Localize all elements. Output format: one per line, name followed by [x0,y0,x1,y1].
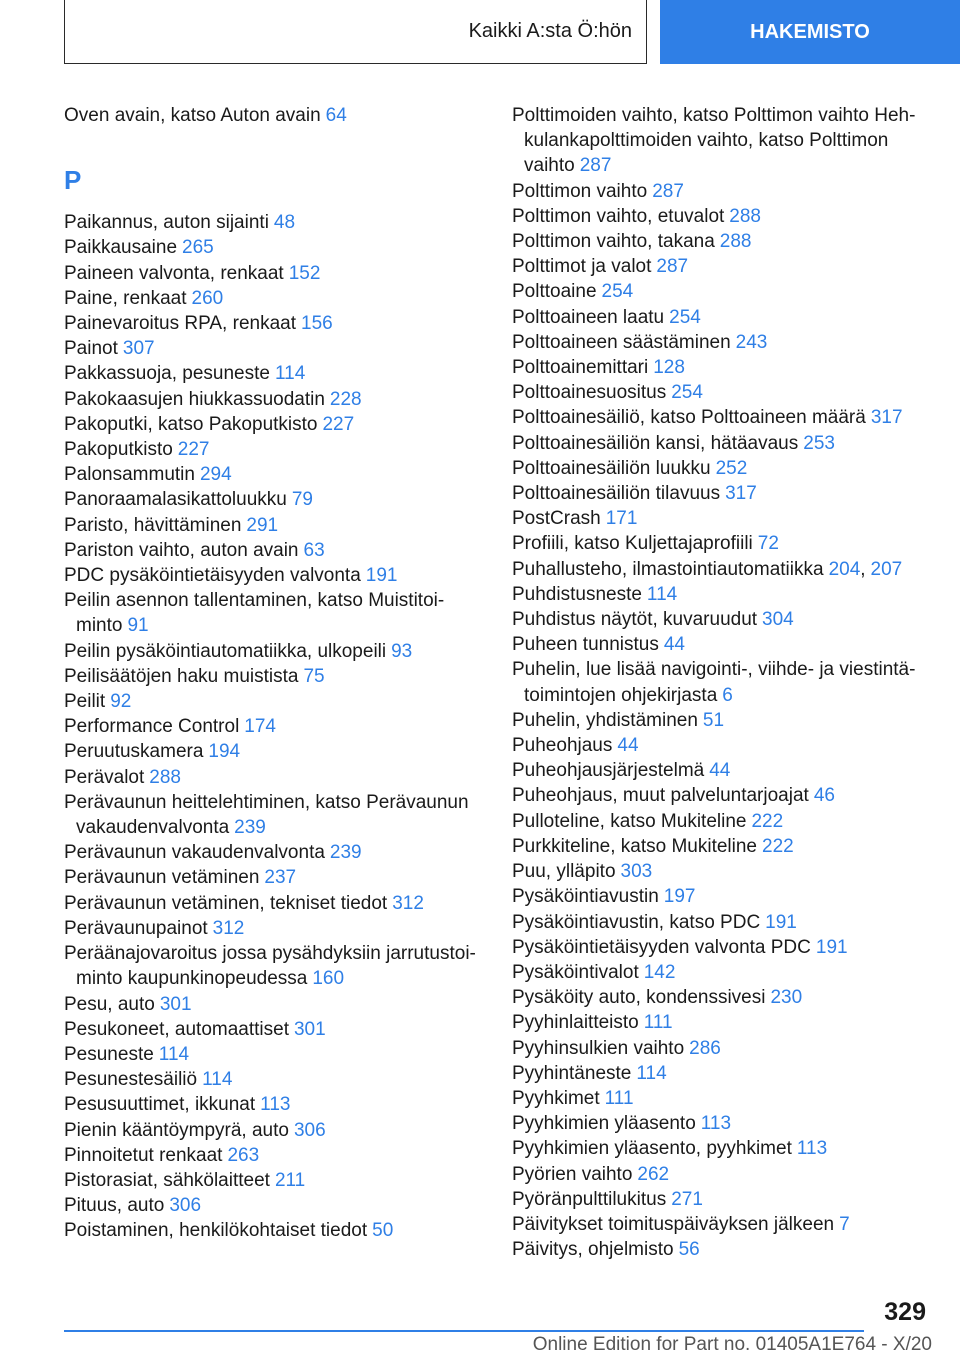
page-reference-link[interactable]: 287 [579,155,612,177]
index-entry-text: Perävalot [64,766,145,788]
index-entry [64,387,494,412]
index-entry [64,235,494,260]
index-entry [64,865,494,890]
index-entry [64,538,494,563]
page-reference-link[interactable]: 312 [212,917,245,939]
page-reference-link[interactable]: 160 [312,968,345,990]
index-entry-text: Pysäköintivalot [512,961,639,983]
index-entry-text: Puheohjausjärjestelmä [512,760,705,782]
page-reference-link[interactable]: 197 [663,886,696,908]
index-entry [512,506,932,531]
index-entry [512,254,932,279]
index-entry-text: Puhelin, yhdistäminen [512,709,698,731]
edition-footer: Online Edition for Part no. 01405A1E764 - X/20 [532,1334,932,1355]
page-reference-link[interactable]: 191 [765,911,797,933]
index-entry-text: Pakokaasujen hiukkassuodatin [64,388,325,410]
page-reference-link[interactable]: 44 [709,760,731,782]
page-reference-link[interactable]: 114 [636,1062,667,1084]
page-reference-link[interactable]: 304 [762,609,794,631]
index-entry [64,563,494,588]
index-entry-text: Pysäköity auto, kondenssivesi [512,987,766,1009]
page-reference-link[interactable]: 142 [643,961,676,983]
page-reference-link[interactable]: 56 [678,1239,700,1261]
index-entry-text: Pistorasiat, sähkölaitteet [64,1169,270,1191]
index-entry [64,311,494,336]
index-entry [64,639,494,664]
index-entry [64,361,494,386]
index-entry-text: Pesuneste [64,1043,154,1065]
page-reference-link[interactable]: 254 [671,382,703,404]
index-entry [512,985,932,1010]
index-entry [64,1017,494,1042]
index-entry-text: Pesu, auto [64,993,155,1015]
ref-separator: , [860,558,866,580]
index-entry-text: Päivitys, ohjelmisto [512,1239,674,1261]
index-entry-text: Panoraamalasikattoluukku [64,489,287,511]
index-entry-text: Polttimon vaihto [512,180,648,202]
index-entry-text: Pyyhintäneste [512,1062,632,1084]
index-column-right [512,103,932,1262]
page-reference-link[interactable]: 239 [234,817,266,839]
index-entry-text: Pyyhinlaitteisto [512,1012,639,1034]
index-entry-text: Pyyhkimet [512,1087,600,1109]
index-entry [512,229,932,254]
index-entry-text: Pyyhinsulkien vaihto [512,1037,685,1059]
page-reference-link[interactable]: 64 [325,105,347,126]
index-entry-text: Pyyhkimien yläasento [512,1113,696,1135]
page-reference-link[interactable]: 48 [273,212,296,234]
letter-spacer [64,128,494,146]
index-entry-text: Perävaunun vakaudenvalvonta [64,842,325,864]
page-reference-link[interactable]: 6 [722,684,733,706]
index-entry [512,632,932,657]
page-reference-link[interactable]: 306 [169,1195,202,1217]
index-entry-text: Pinnoitetut renkaat [64,1144,223,1166]
page-reference-link[interactable]: 263 [227,1144,260,1166]
page-reference-link[interactable]: 93 [391,640,413,662]
index-letter-heading: P [64,165,82,196]
index-entry [64,1092,494,1117]
page-reference-link[interactable]: 222 [751,810,784,832]
page-reference-link[interactable]: 152 [288,262,321,284]
footer-divider [64,1330,864,1332]
index-entry-text: Puheohjaus [512,735,613,757]
page-reference-link[interactable]: 44 [663,634,685,656]
page-reference-link[interactable]: 92 [110,691,132,713]
index-entry [512,1187,932,1212]
index-entry [512,859,932,884]
index-entry [64,336,494,361]
page-reference-link[interactable]: 286 [689,1037,721,1059]
index-entry-text: PostCrash [512,508,601,530]
page-reference-link[interactable]: 239 [329,842,362,864]
page-reference-link[interactable]: 171 [605,508,638,530]
page-reference-link[interactable]: 288 [719,231,752,253]
index-entry [64,261,494,286]
page-reference-link[interactable]: 211 [274,1169,306,1191]
index-entry [512,708,932,733]
page-reference-link[interactable]: 114 [158,1043,190,1065]
page-reference-link[interactable]: 191 [365,565,398,587]
index-entry [512,607,932,632]
page-reference-link[interactable]: 50 [372,1220,394,1242]
index-entry [64,1067,494,1092]
index-entry [64,1042,494,1067]
page-reference-link[interactable]: 46 [813,785,835,807]
index-entry [512,1111,932,1136]
index-entry-text: Pyyhkimien yläasento, pyyhkimet [512,1138,792,1160]
index-entry [64,739,494,764]
index-entry [512,305,932,330]
index-entry-text: Pituus, auto [64,1195,165,1217]
index-entry-text: Performance Control [64,716,240,738]
index-entry-text: Polttoainesäiliön luukku [512,457,711,479]
index-entry [512,783,932,808]
index-entry [512,935,932,960]
index-entry-text: Pakoputki, katso Pakoputkisto [64,413,318,435]
index-entry-text: Perävaunupainot [64,917,208,939]
index-entry-text: Profiili, katso Kuljettajaprofiili [512,533,753,555]
page-reference-link[interactable]: 207 [870,558,903,580]
index-entry-text: Paine, renkaat [64,287,187,309]
index-entry-text: Pesunestesäiliö [64,1069,198,1091]
index-entry-text: Polttoainemittari [512,357,649,379]
index-entry [64,487,494,512]
index-entry-text: Pakkassuoja, pesuneste [64,363,270,385]
index-entry [64,992,494,1017]
index-entry [64,210,494,235]
index-entry-text: Perävaunun heittelehtiminen, katso Perävaunun vakaudenvalvonta [64,791,469,839]
index-entry [512,1237,932,1262]
page-reference-link[interactable]: 237 [264,867,297,889]
index-entry-text: Polttoainesäiliön tilavuus [512,483,721,505]
page-reference-link[interactable]: 306 [293,1119,326,1141]
page-reference-link[interactable]: 254 [669,306,701,328]
index-entry-text: Purkkiteline, katso Mukiteline [512,835,757,857]
page-reference-link[interactable]: 227 [177,439,210,461]
page-reference-link[interactable]: 113 [260,1094,291,1116]
index-entry [512,1162,932,1187]
index-entry [512,456,932,481]
index-tab-label: HAKEMISTO [750,20,870,43]
page-reference-link[interactable]: 72 [757,533,779,555]
index-entry [512,733,932,758]
index-entry [64,1118,494,1143]
index-entry [64,588,494,638]
page-reference-link[interactable]: 230 [770,987,803,1009]
page-reference-link[interactable]: 113 [700,1113,732,1135]
index-entry-text: Oven avain, katso Auton avain [64,105,321,126]
page-reference-link[interactable]: 288 [149,766,181,788]
index-entry [512,204,932,229]
index-entry-text: Polttoainesäiliö, katso Polttoaineen määrä [512,407,866,429]
index-entry [64,664,494,689]
index-entry [512,657,932,707]
page-reference-link[interactable]: 265 [182,237,214,259]
index-entry-text: Puheohjaus, muut palveluntarjoajat [512,785,809,807]
index-entry [64,790,494,840]
index-entry-text: PDC pysäköintietäisyyden valvonta [64,565,361,587]
page-reference-link[interactable]: 271 [671,1188,703,1210]
page-reference-link[interactable]: 287 [652,180,684,202]
index-entry [64,513,494,538]
index-entry-text: Poistaminen, henkilökohtaiset tiedot [64,1220,368,1242]
index-entry [512,481,932,506]
index-entry [64,916,494,941]
index-entry [512,1036,932,1061]
page-reference-link[interactable]: 301 [159,993,192,1015]
index-entry [512,758,932,783]
index-entry-text: Pesukoneet, automaattiset [64,1018,289,1040]
index-entry-text: Polttoainesäiliön kansi, hätäavaus [512,432,799,454]
index-entry [512,1010,932,1035]
page-reference-link[interactable]: 63 [303,539,325,561]
index-entry-text: Palonsammutin [64,464,195,486]
index-entry-text: Pyörien vaihto [512,1163,633,1185]
page-reference-link[interactable]: 156 [301,313,333,335]
page-reference-link[interactable]: 303 [620,861,653,883]
index-entry-text: Pysäköintietäisyyden valvonta PDC [512,936,811,958]
index-entry [512,531,932,556]
index-entry [512,834,932,859]
index-entry-text: Peruutuskamera [64,741,204,763]
index-column-left [64,103,494,1244]
index-entry-text: Pulloteline, katso Mukiteline [512,810,747,832]
index-entry-text: Painevaroitus RPA, renkaat [64,313,296,335]
page-reference-link[interactable]: 204 [828,558,861,580]
index-entry [64,1193,494,1218]
page-reference-link[interactable]: 312 [392,892,424,914]
index-entry [512,910,932,935]
index-entry-text: Painot [64,338,118,360]
page-reference-link[interactable]: 228 [329,388,362,410]
page-reference-link[interactable]: 291 [246,514,279,536]
page-reference-link[interactable]: 287 [656,256,689,278]
page-reference-link[interactable]: 111 [643,1012,673,1034]
index-entry [64,412,494,437]
page-reference-link[interactable]: 307 [122,338,155,360]
index-entry-text: Polttoaine [512,281,597,303]
index-entry-text: Paineen valvonta, renkaat [64,262,284,284]
index-entry [64,689,494,714]
index-entry-text: Peilin asennon tallentaminen, katso Muistitoi‐ minto [64,590,445,637]
index-entry [64,891,494,916]
index-tab[interactable] [660,0,960,64]
page-reference-link[interactable]: 262 [637,1163,670,1185]
index-entry-text: Polttimon vaihto, takana [512,231,715,253]
index-entry [64,941,494,991]
page-reference-link[interactable]: 114 [274,363,306,385]
index-entry [512,355,932,380]
index-entry-text: Puhdistusneste [512,583,642,605]
page-reference-link[interactable]: 113 [796,1138,828,1160]
page-reference-link[interactable]: 252 [715,457,748,479]
index-entry-text: Peilin pysäköintiautomatiikka, ulkopeili [64,640,387,662]
page-reference-link[interactable]: 114 [646,583,678,605]
section-tab-label: Kaikki A:sta Ö:hön [468,20,632,42]
index-entry [64,437,494,462]
index-entry [512,431,932,456]
index-entry-text: Puhelin, lue lisää navigointi-, viihde- ja viestintä‐ toimintojen ohjekirjasta [512,659,916,706]
index-entry-text: Polttimoiden vaihto, katso Polttimon vaihto Heh‐ kulankapolttimoiden vaihto, katso Polttimon vaihto [512,105,916,177]
index-entry-text: Peilisäätöjen haku muistista [64,665,299,687]
index-entry-text: Pesusuuttimet, ikkunat [64,1094,256,1116]
index-entry [512,330,932,355]
index-entry [64,462,494,487]
index-entry [512,884,932,909]
index-entry [512,1061,932,1086]
page-reference-link[interactable]: 75 [303,665,325,687]
index-entry-text: Paristo, hävittäminen [64,514,242,536]
index-entry [512,405,932,430]
index-entry-text: Pysäköintiavustin, katso PDC [512,911,761,933]
index-entry-text: Pariston vaihto, auton avain [64,539,299,561]
index-entry [64,286,494,311]
index-entry-text: Peilit [64,691,106,713]
index-entry [64,1143,494,1168]
page-reference-link[interactable]: 44 [617,735,639,757]
index-entry-text: Polttoaineen laatu [512,306,665,328]
index-entry-text: Pyöränpulttilukitus [512,1188,667,1210]
page-reference-link[interactable]: 227 [322,413,355,435]
index-entry [512,380,932,405]
index-entry-text: Puheen tunnistus [512,634,659,656]
index-entry-text: Puhdistus näytöt, kuvaruudut [512,609,758,631]
page-reference-link[interactable]: 254 [601,281,634,303]
page-reference-link[interactable]: 194 [208,741,241,763]
index-entry-text: Perävaunun vetäminen, tekniset tiedot [64,892,388,914]
index-entry [512,960,932,985]
index-entry [64,1168,494,1193]
index-entry-text: Polttoainesuositus [512,382,667,404]
index-entry [512,1212,932,1237]
page-reference-link[interactable]: 301 [293,1018,326,1040]
page-reference-link[interactable]: 114 [202,1069,233,1091]
index-entry-text: Pysäköintiavustin [512,886,659,908]
page-reference-link[interactable]: 174 [244,716,276,738]
index-entry-text: Paikannus, auton sijainti [64,212,269,234]
page-reference-link[interactable]: 253 [803,432,835,454]
page-reference-link[interactable]: 294 [199,464,232,486]
index-entry [512,179,932,204]
page-reference-link[interactable]: 317 [725,483,757,505]
index-entry [512,557,932,582]
index-entry-text: Puhallusteho, ilmastointiautomatiikka [512,558,824,580]
page-reference-link[interactable]: 91 [127,615,149,637]
page-reference-link[interactable]: 79 [291,489,313,511]
page-reference-link[interactable]: 317 [870,407,903,429]
page-reference-link[interactable]: 222 [762,835,794,857]
page-reference-link[interactable]: 111 [604,1087,634,1109]
page-reference-link[interactable]: 243 [735,331,768,353]
page-reference-link[interactable]: 128 [653,357,685,379]
page-reference-link[interactable]: 288 [729,205,761,227]
index-entry [512,103,932,179]
index-entry [512,809,932,834]
index-entry-text: Peräänajovaroitus jossa pysähdyksiin jarrutustoi‐ minto kaupunkinopeudessa [64,943,476,990]
page-reference-link[interactable]: 191 [815,936,848,958]
page-reference-link[interactable]: 51 [702,709,725,731]
index-entry [64,103,494,128]
page-reference-link[interactable]: 260 [191,287,224,309]
index-entry [64,1218,494,1243]
index-entry-text: Päivitykset toimituspäiväyksen jälkeen [512,1213,835,1235]
index-entry [512,1136,932,1161]
page-reference-link[interactable]: 7 [839,1213,850,1235]
index-entry [512,279,932,304]
index-entry-text: Pakoputkisto [64,439,173,461]
index-entry [512,1086,932,1111]
page-number: 329 [884,1298,926,1326]
index-entry [64,840,494,865]
index-entry-text: Polttoaineen säästäminen [512,331,731,353]
index-entry [64,714,494,739]
index-entry-text: Polttimon vaihto, etuvalot [512,205,725,227]
index-entry [64,765,494,790]
index-entry-text: Puu, ylläpito [512,861,616,883]
index-entry-text: Perävaunun vetäminen [64,867,260,889]
index-entry-text: Paikkausaine [64,237,178,259]
index-entry-text: Pienin kääntöympyrä, auto [64,1119,289,1141]
index-entry [512,582,932,607]
section-tab [64,0,647,64]
index-entry-text: Polttimot ja valot [512,256,652,278]
